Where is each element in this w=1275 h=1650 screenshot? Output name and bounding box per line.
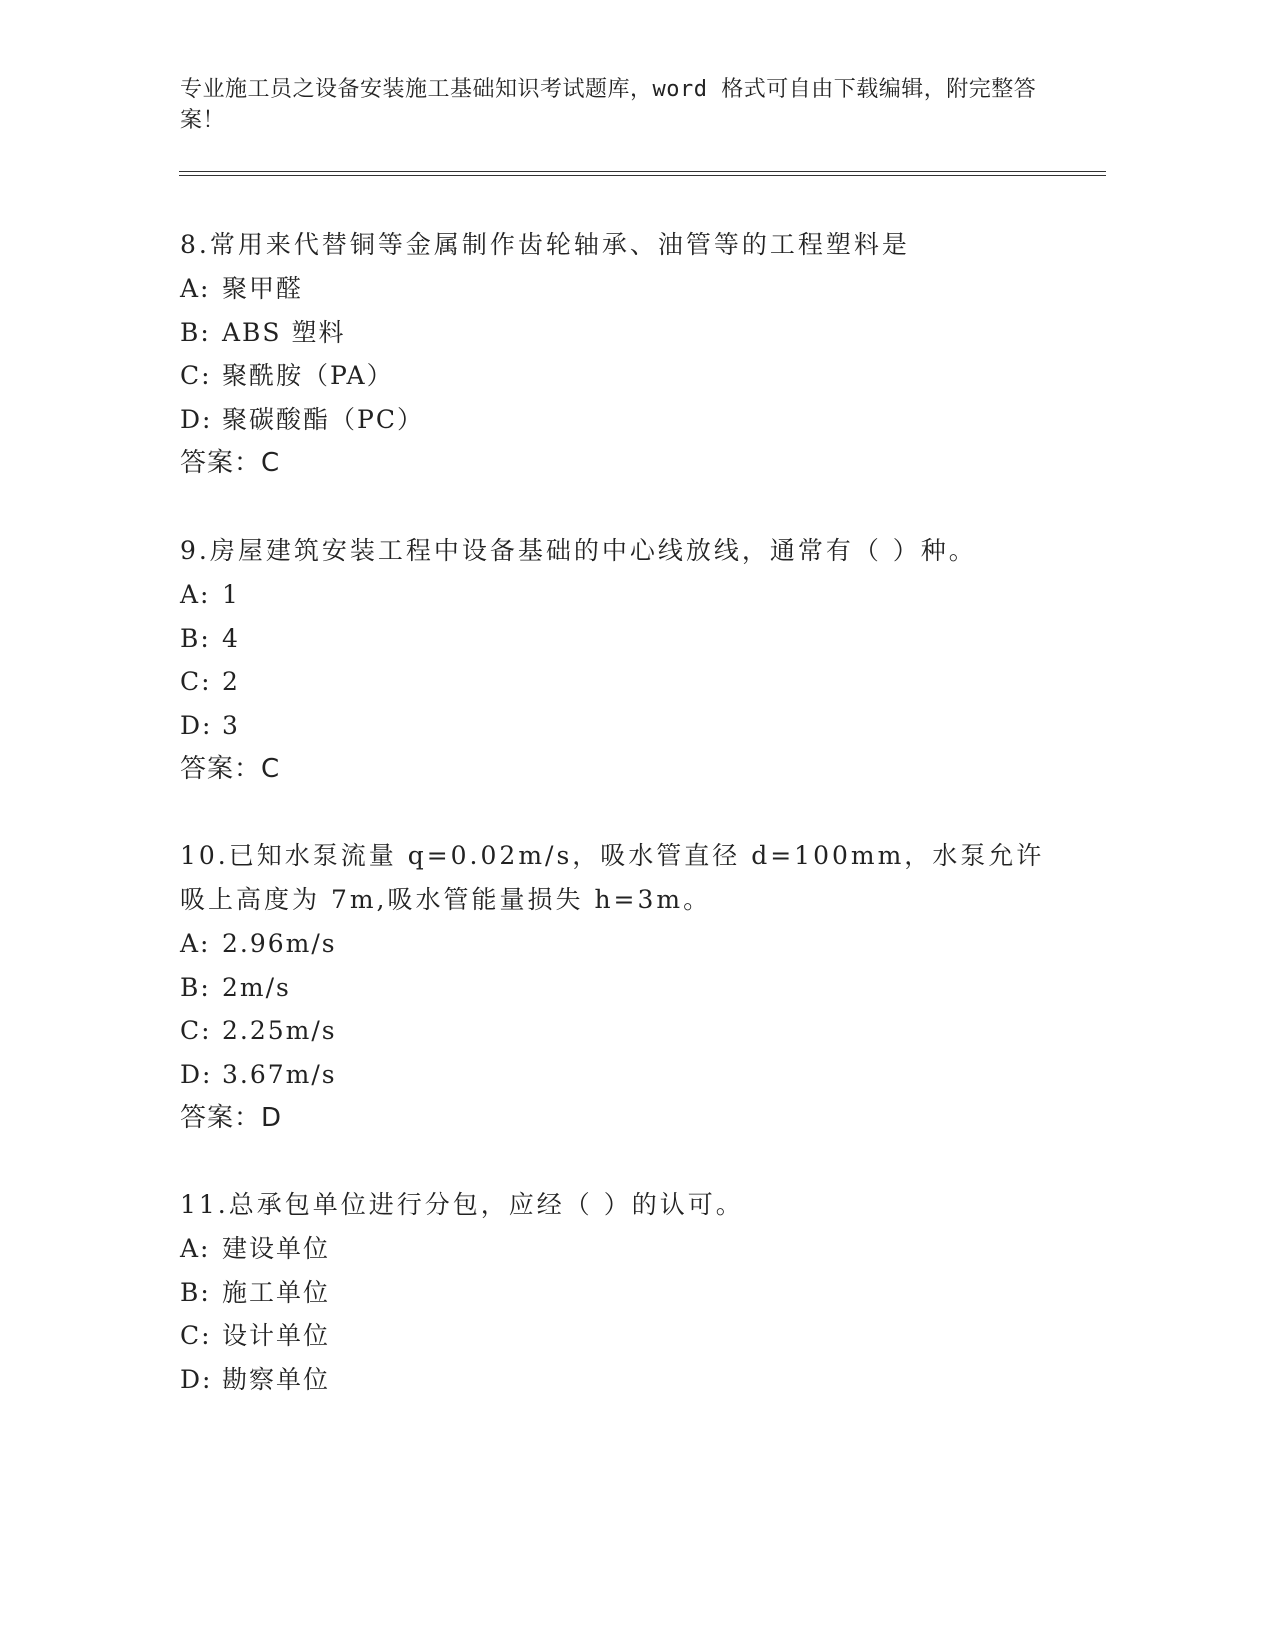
header-divider-bottom: [179, 175, 1106, 176]
option-letter: C:: [180, 1016, 212, 1045]
option-text: 聚甲醛: [222, 274, 304, 303]
answer-value: C: [261, 754, 281, 784]
answer-label: 答案：: [180, 754, 262, 784]
document-header: 专业施工员之设备安装施工基础知识考试题库，word 格式可自由下载编辑，附完整答案！: [180, 77, 1037, 133]
option-letter: B:: [180, 623, 211, 653]
option-a: [180, 573, 1060, 617]
answer-line: [180, 441, 1060, 485]
option-text: 2: [222, 667, 240, 696]
option-letter: A:: [180, 580, 211, 609]
option-a: [180, 1227, 1060, 1271]
option-b: [180, 311, 1060, 355]
option-d: [180, 704, 1060, 748]
option-text: 2.96m/s: [222, 929, 337, 958]
option-letter: D:: [180, 710, 213, 740]
option-letter: D:: [180, 1059, 213, 1089]
option-text: 勘察单位: [222, 1364, 331, 1394]
answer-label: 答案：: [180, 448, 262, 478]
option-letter: C:: [180, 1321, 212, 1350]
question-stem: 11.总承包单位进行分包，应经（ ）的认可。: [180, 1190, 744, 1219]
option-text: 1: [222, 580, 240, 609]
option-d: [180, 1053, 1060, 1097]
option-text: 2.25m/s: [222, 1016, 337, 1045]
option-c: [180, 354, 1060, 398]
option-text: ABS 塑料: [222, 317, 346, 347]
option-text: 聚酰胺（PA）: [222, 361, 394, 390]
answer-line: [180, 1096, 1060, 1140]
answer-value: D: [261, 1103, 283, 1133]
option-letter: A:: [180, 1234, 211, 1263]
option-text: 施工单位: [222, 1277, 331, 1307]
answer-line: [180, 747, 1060, 791]
option-b: [180, 617, 1060, 661]
question-stem: 10.已知水泵流量 q=0.02m/s，吸水管直径 d=100mm，水泵允许吸上高度为 7m,吸水管能量损失 h=3m。: [180, 841, 1045, 914]
option-text: 3.67m/s: [222, 1059, 337, 1089]
question-11: [180, 1183, 1060, 1401]
option-a: [180, 922, 1060, 966]
option-text: 聚碳酸酯（PC）: [222, 404, 424, 434]
option-letter: C:: [180, 361, 212, 390]
question-stem: 8.常用来代替铜等金属制作齿轮轴承、油管等的工程塑料是: [180, 230, 910, 259]
option-letter: D:: [180, 404, 213, 434]
option-letter: D:: [180, 1364, 213, 1394]
answer-label: 答案：: [180, 1103, 262, 1133]
option-b: [180, 966, 1060, 1010]
option-letter: C:: [180, 667, 212, 696]
option-a: [180, 267, 1060, 311]
option-c: [180, 1314, 1060, 1358]
option-text: 3: [222, 710, 240, 740]
option-text: 4: [222, 623, 240, 653]
option-c: [180, 660, 1060, 704]
option-letter: A:: [180, 929, 211, 958]
option-d: [180, 1358, 1060, 1402]
option-text: 建设单位: [222, 1234, 331, 1263]
question-stem: 9.房屋建筑安装工程中设备基础的中心线放线，通常有（ ）种。: [180, 536, 977, 565]
option-letter: A:: [180, 274, 211, 303]
option-c: [180, 1009, 1060, 1053]
option-text: 设计单位: [222, 1321, 331, 1350]
option-b: [180, 1271, 1060, 1315]
answer-value: C: [261, 448, 281, 478]
option-letter: B:: [180, 972, 211, 1002]
header-divider-top: [179, 171, 1106, 172]
question-10: [180, 834, 1060, 1140]
question-9: [180, 529, 1060, 791]
option-letter: B:: [180, 1277, 211, 1307]
question-8: [180, 223, 1060, 485]
option-d: [180, 398, 1060, 442]
option-text: 2m/s: [222, 972, 291, 1002]
option-letter: B:: [180, 317, 211, 347]
